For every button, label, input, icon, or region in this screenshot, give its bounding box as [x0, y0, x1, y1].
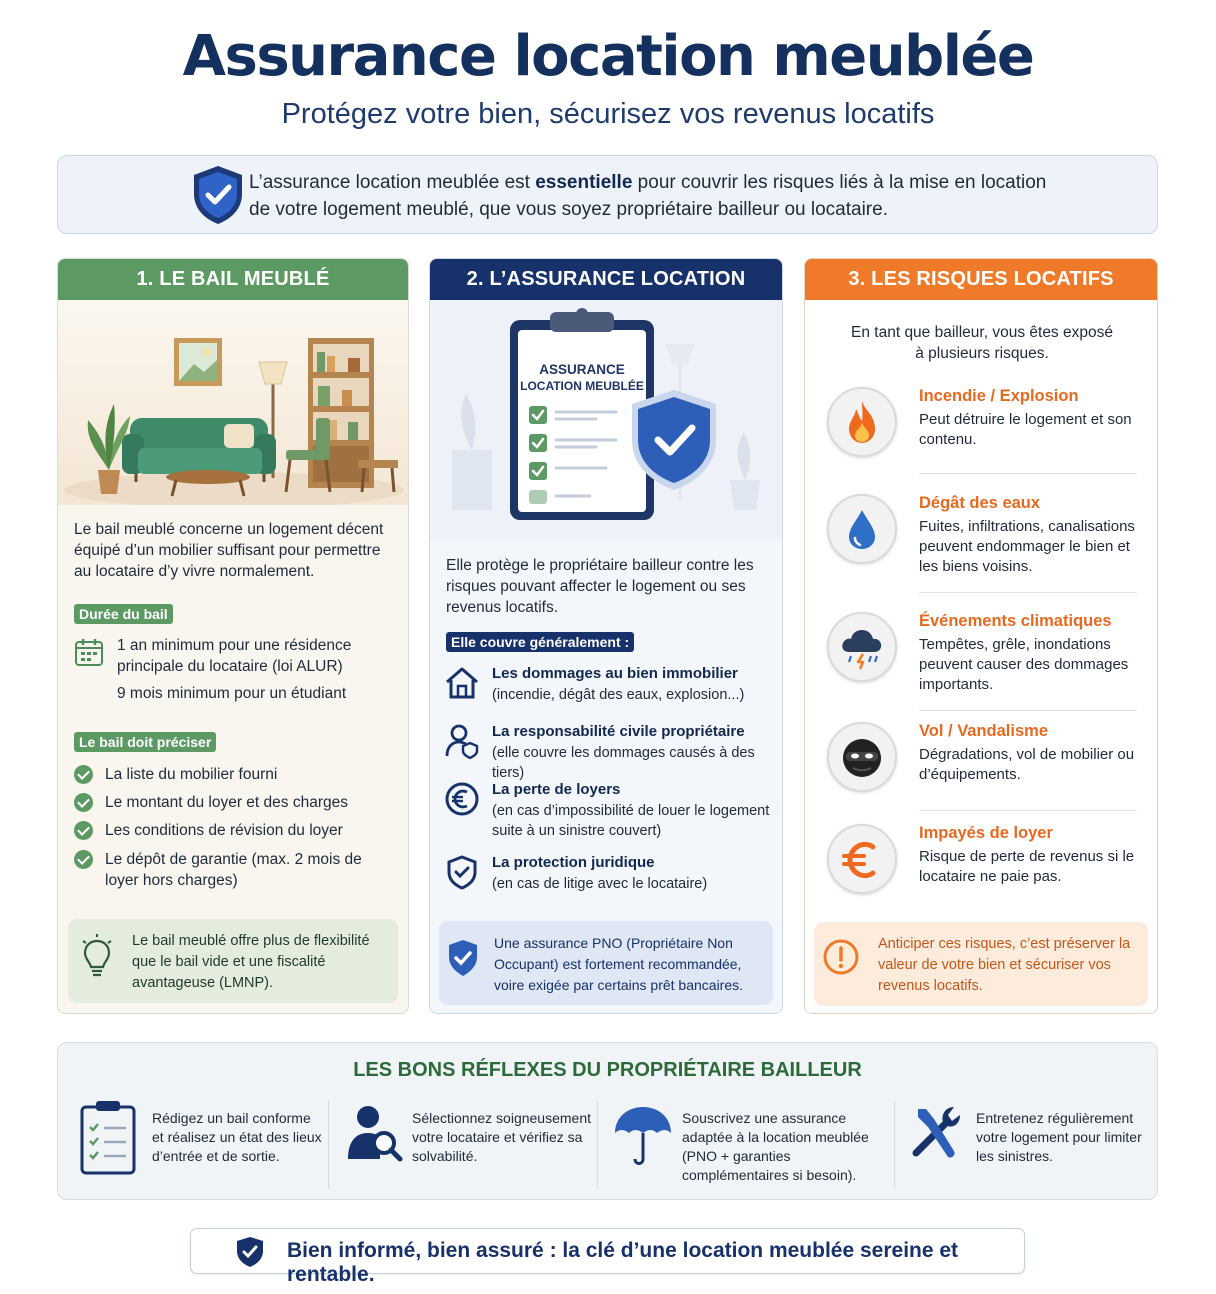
shield-check-icon	[235, 1235, 265, 1269]
bail-description: Le bail meublé concerne un logement décent équipé d’un mobilier suffisant pour permettre au locataire d’y vivre normalement.	[74, 521, 384, 580]
tip-text: Une assurance PNO (Propriétaire Non Occupant) est fortement recommandée, voire exigée par certains prêt bancaires.	[494, 935, 744, 993]
shield-check-icon	[447, 938, 479, 978]
duration-student: 9 mois minimum pour un étudiant	[117, 685, 347, 702]
column-assurance: 2. L’ASSURANCE LOCATION ASSURANCE LOCATION MEUBLÉE Elle protège le propriétaire bailleur contre les risques pouvant affecter le logement ou ses revenus locatifs. Elle couvre généralement : Les dommages au bien immobilier (incendie, dégât des eaux, explosion...) La responsabilité civile propriétaire (elle couvre les dommages causés à des tiers) La perte de loyers (en cas d’impossibilité de louer le logement suite à un sinistre couvert) La protection juridique (en cas de litige avec le locataire) Une assurance PNO (Propriétaire Non Occupant) est fortement recommandée, voire exigée par certains prêt bancaires.	[429, 258, 783, 1014]
assurance-description: Elle protège le propriétaire bailleur contre les risques pouvant affecter le logement ou ses revenus locatifs.	[446, 557, 754, 616]
clipboard-illustration	[430, 300, 783, 540]
column-risques: 3. LES RISQUES LOCATIFS En tant que bailleur, vous êtes exposé à plusieurs risques. Incendie / Explosion Peut détruire le logement et son contenu. Dégât des eaux Fuites, infiltrations, canalisations peuvent endommager le bien et les biens voisins. Événements climatiques Tempêtes, grêle, inondations peuvent causer des dommages importants. Vol / Vandalisme Dégradations, vol de mobilier ou d’équipements. Impayés de loyer Risque de perte de revenus si le locataire ne paie pas. Anticiper ces risques, c’est préserver la valeur de votre bien et sécuriser vos revenus locatifs.	[804, 258, 1158, 1014]
water-drop-icon	[829, 496, 895, 562]
duration-principal: 1 an minimum pour une résidence principale du locataire (loi ALUR)	[117, 637, 352, 675]
living-room-illustration	[58, 300, 409, 505]
page-title: Assurance location meublée	[182, 24, 1034, 89]
reflexes-title: LES BONS RÉFLEXES DU PROPRIÉTAIRE BAILLEUR	[353, 1059, 862, 1081]
check-icon	[74, 850, 93, 869]
tip-box	[68, 919, 398, 1003]
column-bail-meuble: 1. LE BAIL MEUBLÉ Le bail meublé concerne un logement décent équipé d’un mobilier suffisant pour permettre au locataire d’y vivre normalement. Durée du bail 1 an minimum pour une résidence principale du locataire (loi ALUR) 9 mois minimum pour un étudiant Le bail doit préciser La liste du mobilier fourni Le montant du loyer et des charges Les conditions de révision du loyer Le dépôt de garantie (max. 2 mois de loyer hors charges) Le bail meublé offre plus de flexibilité que le bail vide et une fiscalité avantageuse (LMNP).	[57, 258, 409, 1014]
column-header: 3. LES RISQUES LOCATIFS	[805, 259, 1157, 300]
clipboard-icon	[80, 1099, 136, 1175]
clipboard-line1: ASSURANCE	[539, 362, 625, 377]
page-subtitle: Protégez votre bien, sécurisez vos revenus locatifs	[281, 98, 935, 130]
tip-box	[814, 922, 1148, 1006]
storm-cloud-icon	[829, 614, 895, 680]
thief-icon	[829, 724, 895, 790]
euro-icon	[444, 781, 480, 817]
check-icon	[74, 793, 93, 812]
house-icon	[444, 665, 480, 701]
alert-icon	[822, 938, 860, 976]
reflexes-section: LES BONS RÉFLEXES DU PROPRIÉTAIRE BAILLEUR Rédigez un bail conforme et réalisez un état des lieux d’entrée et de sortie. Sélectionnez soigneusement votre locataire et vérifiez sa solvabilité. Souscrivez une assurance adaptée à la location meublée (PNO + garanties complémentaires si besoin). Entretenez régulièrement votre logement pour limiter les sinistres.	[57, 1042, 1158, 1200]
footer-text: Bien informé, bien assuré : la clé d’une location meublée sereine et rentable.	[287, 1239, 959, 1286]
column-header: 2. L’ASSURANCE LOCATION	[430, 259, 782, 300]
calendar-icon	[74, 637, 104, 667]
risks-intro: En tant que bailleur, vous êtes exposé à plusieurs risques.	[851, 324, 1113, 362]
lightbulb-icon	[80, 933, 114, 979]
euro-icon	[829, 826, 895, 892]
coverage-tag: Elle couvre généralement :	[446, 632, 634, 652]
column-header: 1. LE BAIL MEUBLÉ	[58, 259, 408, 300]
must-specify-tag: Le bail doit préciser	[74, 732, 216, 752]
magnifier-person-icon	[346, 1103, 404, 1163]
shield-icon	[444, 854, 480, 890]
intro-banner	[57, 155, 1158, 234]
duration-tag: Durée du bail	[74, 604, 173, 624]
intro-text: L’assurance location meublée est essentielle pour couvrir les risques liés à la mise en location de votre logement meublé, que vous soyez propriétaire bailleur ou locataire.	[249, 172, 1047, 220]
shield-check-icon	[191, 164, 245, 226]
footer-banner	[190, 1228, 1025, 1286]
umbrella-icon	[612, 1103, 674, 1169]
person-shield-icon	[444, 723, 480, 759]
tip-text: Le bail meublé offre plus de flexibilité que le bail vide et une fiscalité avantageuse (LMNP).	[132, 933, 370, 991]
tip-box	[439, 921, 773, 1005]
fire-icon	[829, 389, 895, 455]
tools-icon	[908, 1101, 968, 1163]
check-icon	[74, 765, 93, 784]
tip-text: Anticiper ces risques, c’est préserver la valeur de votre bien et sécuriser vos revenus locatifs.	[878, 936, 1131, 994]
check-icon	[74, 821, 93, 840]
clipboard-line2: LOCATION MEUBLÉE	[520, 379, 644, 393]
